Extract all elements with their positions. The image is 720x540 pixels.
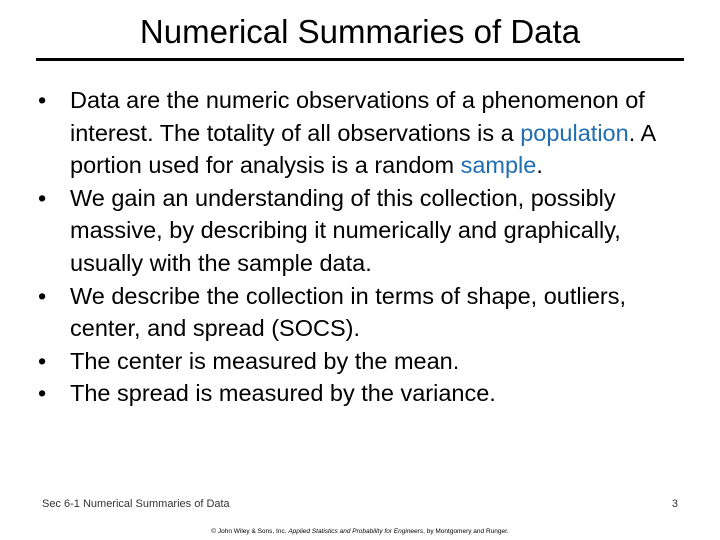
- page-number: 3: [671, 498, 678, 510]
- highlight-sample: sample: [460, 152, 537, 179]
- highlight-population: population: [520, 119, 629, 146]
- bullet-item: [38, 345, 668, 378]
- bullet-item: [38, 182, 668, 280]
- book-title: Applied Statistics and Probability for Engineers: [288, 528, 424, 535]
- bullet-list: [38, 84, 668, 410]
- footer-section-label: Sec 6-1 Numerical Summaries of Data: [42, 498, 230, 510]
- copyright-credit: © John Wiley & Sons, Inc. Applied Statistics and Probability for Engineers, by Montgomery and Runger.: [211, 528, 509, 535]
- bullet-text: Data are the numeric observations of a phenomenon of interest. The totality of all observations is a population. A portion used for analysis is a random sample.: [70, 87, 655, 179]
- bullet-item: [38, 84, 668, 182]
- slide-title: Numerical Summaries of Data: [139, 13, 581, 50]
- title-underline: [36, 58, 684, 61]
- bullet-glyph: •: [38, 282, 47, 309]
- bullet-text: The center is measured by the mean.: [70, 347, 460, 374]
- bullet-text: The spread is measured by the variance.: [70, 380, 496, 407]
- bullet-item: [38, 280, 668, 345]
- bullet-glyph: •: [38, 380, 47, 407]
- bullet-glyph: •: [38, 87, 47, 113]
- bullet-glyph: •: [38, 184, 47, 211]
- bullet-item: [38, 377, 668, 410]
- bullet-text: We gain an understanding of this collection, possibly massive, by describing it numerically and graphically, usually with the sample data.: [70, 184, 621, 276]
- bullet-text: We describe the collection in terms of shape, outliers, center, and spread (SOCS).: [70, 282, 627, 342]
- bullet-glyph: •: [38, 347, 47, 374]
